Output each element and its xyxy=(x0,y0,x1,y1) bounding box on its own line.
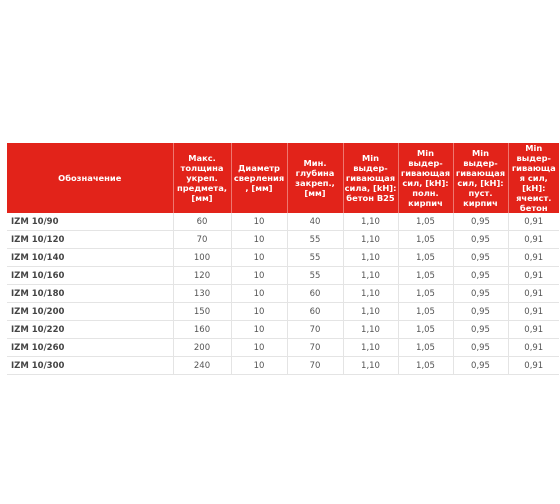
cell-min-depth: 55 xyxy=(287,267,343,285)
cell-force-concrete: 1,10 xyxy=(343,213,398,231)
cell-drill-diameter: 10 xyxy=(231,339,287,357)
table-row xyxy=(7,267,559,285)
cell-designation: IZM 10/200 xyxy=(7,303,173,321)
cell-min-depth: 55 xyxy=(287,249,343,267)
cell-designation: IZM 10/90 xyxy=(7,213,173,231)
cell-max-thickness: 150 xyxy=(173,303,231,321)
cell-designation: IZM 10/180 xyxy=(7,285,173,303)
cell-force-concrete: 1,10 xyxy=(343,357,398,375)
cell-force-concrete: 1,10 xyxy=(343,285,398,303)
spec-table-container xyxy=(7,143,559,375)
cell-force-concrete: 1,10 xyxy=(343,267,398,285)
cell-force-hollow-brick: 0,95 xyxy=(453,285,508,303)
cell-designation: IZM 10/140 xyxy=(7,249,173,267)
cell-force-hollow-brick: 0,95 xyxy=(453,231,508,249)
cell-force-hollow-brick: 0,95 xyxy=(453,321,508,339)
cell-force-aerated-concrete: 0,91 xyxy=(508,213,559,231)
cell-max-thickness: 100 xyxy=(173,249,231,267)
table-row xyxy=(7,231,559,249)
table-row xyxy=(7,357,559,375)
cell-force-solid-brick: 1,05 xyxy=(398,339,453,357)
cell-force-hollow-brick: 0,95 xyxy=(453,267,508,285)
cell-max-thickness: 200 xyxy=(173,339,231,357)
cell-drill-diameter: 10 xyxy=(231,231,287,249)
header-min-depth: Мин. глубина закреп., [мм] xyxy=(287,143,343,213)
table-row xyxy=(7,249,559,267)
table-row xyxy=(7,321,559,339)
cell-min-depth: 40 xyxy=(287,213,343,231)
cell-min-depth: 60 xyxy=(287,285,343,303)
header-force-hollow-brick: Min выдер-гивающая сил, [kH]: пуст. кирпич xyxy=(453,143,508,213)
header-force-concrete: Min выдер-гивающая сила, [kH]: бетон B25 xyxy=(343,143,398,213)
cell-force-solid-brick: 1,05 xyxy=(398,357,453,375)
cell-force-concrete: 1,10 xyxy=(343,249,398,267)
cell-max-thickness: 70 xyxy=(173,231,231,249)
cell-force-solid-brick: 1,05 xyxy=(398,303,453,321)
header-force-solid-brick: Min выдер-гивающая сил, [kH]: полн. кирпич xyxy=(398,143,453,213)
table-row xyxy=(7,339,559,357)
cell-force-solid-brick: 1,05 xyxy=(398,285,453,303)
cell-max-thickness: 130 xyxy=(173,285,231,303)
cell-force-aerated-concrete: 0,91 xyxy=(508,339,559,357)
cell-min-depth: 55 xyxy=(287,231,343,249)
cell-min-depth: 60 xyxy=(287,303,343,321)
cell-drill-diameter: 10 xyxy=(231,357,287,375)
cell-force-aerated-concrete: 0,91 xyxy=(508,303,559,321)
header-row xyxy=(7,143,559,213)
cell-force-concrete: 1,10 xyxy=(343,303,398,321)
cell-max-thickness: 60 xyxy=(173,213,231,231)
cell-drill-diameter: 10 xyxy=(231,321,287,339)
cell-designation: IZM 10/220 xyxy=(7,321,173,339)
cell-drill-diameter: 10 xyxy=(231,285,287,303)
cell-designation: IZM 10/260 xyxy=(7,339,173,357)
cell-force-solid-brick: 1,05 xyxy=(398,267,453,285)
cell-force-aerated-concrete: 0,91 xyxy=(508,285,559,303)
cell-force-aerated-concrete: 0,91 xyxy=(508,249,559,267)
cell-force-solid-brick: 1,05 xyxy=(398,213,453,231)
cell-max-thickness: 160 xyxy=(173,321,231,339)
cell-designation: IZM 10/300 xyxy=(7,357,173,375)
header-max-thickness: Макс. толщина укреп. предмета, [мм] xyxy=(173,143,231,213)
cell-max-thickness: 120 xyxy=(173,267,231,285)
cell-min-depth: 70 xyxy=(287,321,343,339)
header-designation: Обозначение xyxy=(7,143,173,213)
cell-force-hollow-brick: 0,95 xyxy=(453,249,508,267)
cell-force-aerated-concrete: 0,91 xyxy=(508,357,559,375)
cell-drill-diameter: 10 xyxy=(231,249,287,267)
cell-min-depth: 70 xyxy=(287,339,343,357)
table-row xyxy=(7,285,559,303)
cell-force-hollow-brick: 0,95 xyxy=(453,339,508,357)
cell-force-concrete: 1,10 xyxy=(343,231,398,249)
cell-max-thickness: 240 xyxy=(173,357,231,375)
cell-force-concrete: 1,10 xyxy=(343,321,398,339)
cell-force-aerated-concrete: 0,91 xyxy=(508,231,559,249)
cell-force-hollow-brick: 0,95 xyxy=(453,357,508,375)
header-drill-diameter: Диаметр сверления, [мм] xyxy=(231,143,287,213)
cell-designation: IZM 10/120 xyxy=(7,231,173,249)
spec-table xyxy=(7,143,559,375)
cell-force-aerated-concrete: 0,91 xyxy=(508,321,559,339)
cell-force-solid-brick: 1,05 xyxy=(398,321,453,339)
table-row xyxy=(7,303,559,321)
cell-force-concrete: 1,10 xyxy=(343,339,398,357)
cell-force-hollow-brick: 0,95 xyxy=(453,303,508,321)
cell-min-depth: 70 xyxy=(287,357,343,375)
cell-force-solid-brick: 1,05 xyxy=(398,231,453,249)
cell-force-solid-brick: 1,05 xyxy=(398,249,453,267)
header-force-aerated-concrete: Min выдер-гивающая сил, [kH]: ячеист. бетон xyxy=(508,143,559,213)
cell-force-hollow-brick: 0,95 xyxy=(453,213,508,231)
table-row xyxy=(7,213,559,231)
cell-drill-diameter: 10 xyxy=(231,213,287,231)
cell-drill-diameter: 10 xyxy=(231,303,287,321)
cell-designation: IZM 10/160 xyxy=(7,267,173,285)
cell-drill-diameter: 10 xyxy=(231,267,287,285)
cell-force-aerated-concrete: 0,91 xyxy=(508,267,559,285)
